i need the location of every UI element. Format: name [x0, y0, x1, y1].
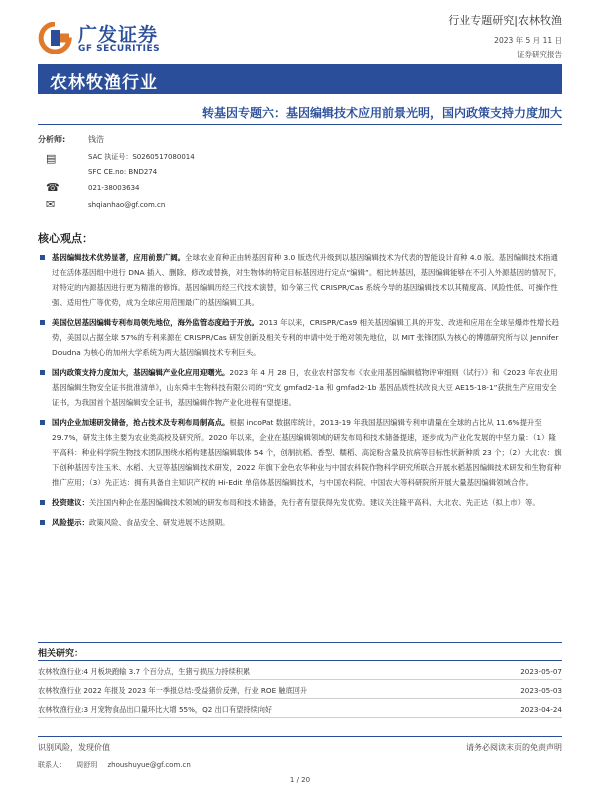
- phone-icon: ☎: [46, 181, 60, 194]
- report-subtitle: 转基因专题六：基因编辑技术应用前景光明，国内政策支持力度加大: [201, 106, 562, 120]
- bullet-item: [38, 515, 562, 530]
- analyst-email[interactable]: shqianhao@gf.com.cn: [88, 201, 166, 209]
- related-item-title[interactable]: 农林牧渔行业:3 月宠物食品出口量环比大增 55%，Q2 出口有望持续向好: [38, 705, 273, 714]
- certificate-icon: ▤: [46, 152, 57, 165]
- bullet-heading: 投资建议：: [52, 498, 89, 507]
- mail-icon: ✉: [46, 198, 56, 211]
- related-item[interactable]: [38, 664, 562, 680]
- contact-label: 联系人：: [38, 761, 66, 769]
- industry-band: [38, 64, 562, 94]
- bullet-text: 2013 年以来，CRISPR/Cas9 相关基因编辑工具的开发、改进和应用在全球呈爆炸性增长趋势，美国以占据全球 57%的专利来源在 CRISPR/Cas 研发创新及相关专利的申请中处于绝对领先地位，以 MIT 张锋团队为核心的博德研究所与以 Jennifer Doudna 为核心的加州大学系统为两大基因编辑技术专利巨头。: [52, 318, 560, 357]
- related-item-title[interactable]: 农林牧渔行业:4 月板块跑输 3.7 个百分点，生猪亏损压力持续积累: [38, 667, 251, 676]
- analyst-name: 钱浩: [88, 135, 104, 144]
- contact-name: 周舒玥: [76, 761, 98, 769]
- analyst-label: 分析师:: [38, 135, 66, 144]
- company-logo: [38, 18, 198, 58]
- bullet-heading: 风险提示：: [52, 518, 89, 527]
- divider: [38, 124, 562, 125]
- related-item[interactable]: [38, 702, 562, 718]
- report-type: 行业专题研究|农林牧渔: [448, 14, 562, 27]
- report-date: 2023 年 5 月 11 日: [494, 36, 562, 45]
- divider: [38, 642, 562, 643]
- gf-logo-icon: [38, 22, 72, 54]
- related-item-date: 2023-04-24: [520, 705, 562, 714]
- related-title: 相关研究：: [38, 649, 84, 659]
- related-item-date: 2023-05-07: [520, 667, 562, 676]
- footer-contact: [38, 760, 199, 770]
- analyst-sfc: SFC CE.no: BND274: [88, 168, 158, 176]
- core-points-list: [38, 250, 562, 535]
- page-number: 1 / 20: [289, 776, 311, 784]
- analyst-sac: SAC 执证号：S0260517080014: [88, 153, 195, 161]
- bullet-heading: 国内企业加速研发储备，抢占技术及专利布局制高点。: [52, 418, 230, 427]
- logo-text-en: GF SECURITIES: [78, 44, 161, 54]
- logo-text-cn: 广发证券: [78, 24, 159, 46]
- bullet-item: [38, 415, 562, 490]
- bullet-text: 2023 年 4 月 28 日，农业农村部发布《农业用基因编辑植物评审细则（试行）》和《2023 年农业用基因编辑生物安全证书批准清单》，山东舜丰生物科技有限公司的“究支 gmfad2-1a 和 gmfad2-1b 基因品质性状改良大豆 AE15-18-1”获批生产应用安全证书，为我国首个基因编辑安全证书，基因编辑作物产业化进程有望提速。: [52, 368, 558, 407]
- bullet-text: 根据 incoPat 数据库统计，2013-19 年我国基因编辑专利申请量在全球的占比从 11.6%提升至 29.7%，研发主体主要为农业类高校及研究所。2020 年以来，企业在基因编辑领域的研发布局和技术储备提速，逐步成为产业化发展的中坚力量：（1）隆平高科：种业科学院生物技术团队围绕水稻构建基因编辑载体 54 个，创制抗稻、香型、糯稻、高淀粉含量及抗病等目标性状新种质 23 个；（2）大北农：旗下创种基因专注玉米、水稻、大豆等基因编辑技术研发，2022 年旗下金色农华种业与中国农科院作物科学研究所联合开展水稻基因编辑技术研发和生物育种推广应用；（3）先正达：拥有具备自主知识产权的 Hi-Edit 单倍体基因编辑技术，与中国农科院、中国农大等科研院所开展大量基因编辑领域合作。: [52, 418, 562, 487]
- footer-disclaimer: 请务必阅读末页的免责声明: [466, 743, 562, 752]
- bullet-text: 关注国内种企在基因编辑技术领域的研发布局和技术储备，先行者有望获得先发优势。建议关注隆平高科、大北农、先正达（拟上市）等。: [88, 498, 540, 507]
- related-item-date: 2023-05-03: [520, 686, 562, 695]
- bullet-text: 政策风险、食品安全、研发进展不达预期。: [88, 518, 230, 527]
- footer-divider: [38, 736, 562, 737]
- bullet-item: [38, 495, 562, 510]
- analyst-phone: 021-38003634: [88, 184, 140, 192]
- bullet-heading: 美国位居基因编辑专利布局领先地位，海外监管态度趋于开放。: [52, 318, 259, 327]
- bullet-heading: 基因编辑技术优势显著，应用前景广阔。: [52, 253, 186, 262]
- footer-slogan: 识别风险，发现价值: [38, 743, 110, 752]
- report-label: 证券研究报告: [517, 50, 562, 59]
- bullet-heading: 国内政策支持力度加大，基因编辑产业化应用迎曙光。: [52, 368, 230, 377]
- core-points-title: 核心观点：: [38, 232, 93, 245]
- industry-title: 农林牧渔行业: [50, 73, 158, 93]
- related-item-title[interactable]: 农林牧渔行业 2022 年报及 2023 年一季报总结:受益猪价反弹，行业 ROE 触底回升: [38, 686, 308, 695]
- header-info: [448, 12, 562, 60]
- bullet-item: [38, 365, 562, 410]
- divider: [38, 660, 562, 661]
- related-item[interactable]: [38, 683, 562, 699]
- bullet-item: [38, 315, 562, 360]
- bullet-text: 全球农业育种正由转基因育种 3.0 版迭代升级到以基因编辑技术为代表的智能设计育种 4.0 版。基因编辑技术指通过在活体基因组中进行 DNA 插入、删除、修改或替换，对生物体的特定目标基因进行定点“编辑”。相比转基因，基因编辑能够在不引入外源基因的情况下，对特定的内源基因进行更为精准的修饰。基因编辑历经三代技术演替，如今第三代 CRISPR/Cas 系统今导的基因编辑技术以其精度高、风险性低、可操作性强、适用性广等优势，成为全球应用范围最广的基因编辑工具。: [52, 253, 562, 307]
- contact-email[interactable]: zhoushuyue@gf.com.cn: [107, 761, 191, 769]
- bullet-item: [38, 250, 562, 310]
